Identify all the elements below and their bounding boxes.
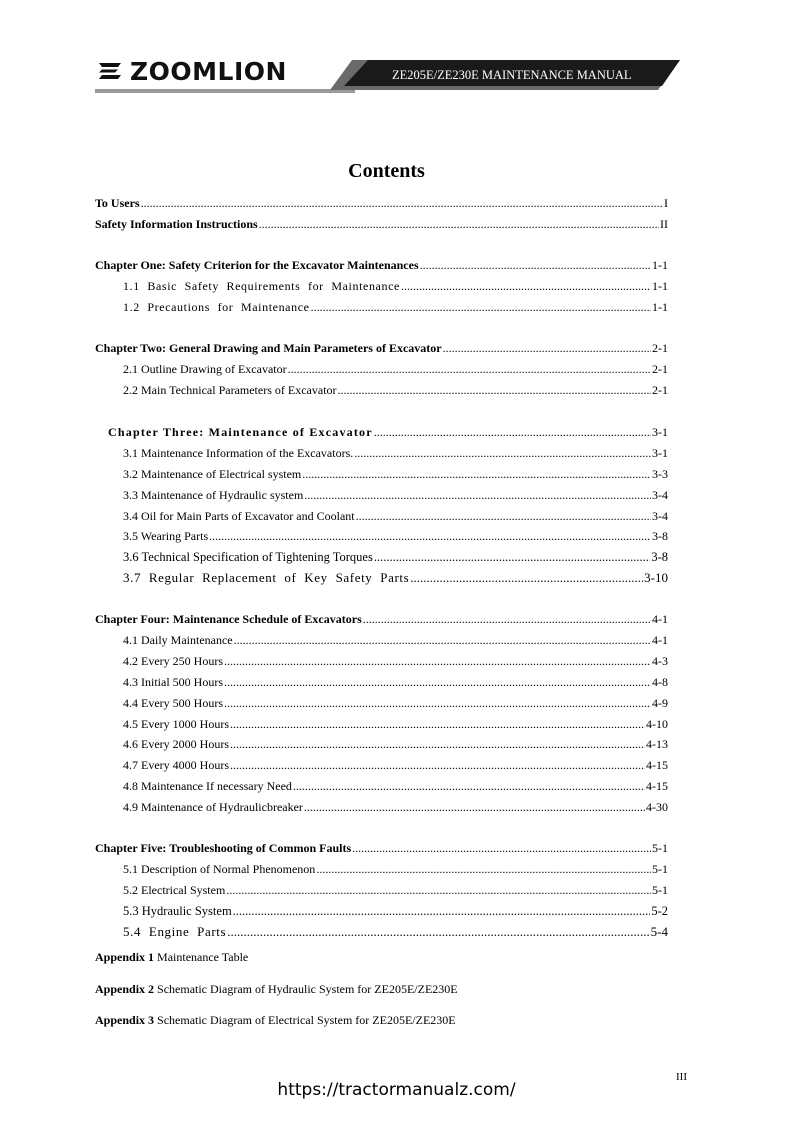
toc-leader: [304, 799, 645, 815]
toc-label: 4.2 Every 250 Hours: [123, 654, 223, 668]
toc-label: 3.1 Maintenance Information of the Excavators.: [123, 446, 354, 460]
toc-leader: [316, 861, 651, 877]
page-number: III: [676, 1071, 687, 1083]
toc-label: 5.3 Hydraulic System: [123, 904, 232, 918]
toc-page: 5-4: [650, 924, 668, 939]
toc-label: Chapter Two: General Drawing and Main Parameters of Excavator: [95, 341, 442, 355]
toc-label: To Users: [95, 196, 140, 210]
toc-leader: [230, 716, 645, 732]
appendix-label: Appendix 3: [95, 1013, 155, 1027]
toc-label: 5.4 Engine Parts: [123, 924, 227, 939]
toc-label: 5.1 Description of Normal Phenomenon: [123, 862, 316, 876]
toc-page: 4-1: [652, 612, 668, 626]
toc-entry[interactable]: [123, 861, 668, 877]
toc-entry[interactable]: [95, 611, 668, 627]
toc-page: 1-1: [652, 300, 668, 314]
toc-label: 4.8 Maintenance If necessary Need: [123, 779, 292, 793]
toc-page: 1-1: [652, 258, 668, 272]
toc-entry[interactable]: [123, 653, 668, 669]
appendix-label: Appendix 2: [95, 982, 155, 996]
toc-entry[interactable]: [123, 570, 668, 586]
toc-label: 3.7 Regular Replacement of Key Safety Parts: [123, 570, 410, 585]
toc-page: 3-4: [652, 488, 668, 502]
toc-page: 3-1: [652, 446, 668, 460]
toc-label: 5.2 Electrical System: [123, 883, 226, 897]
toc-label: 1.2 Precautions for Maintenance: [123, 300, 310, 314]
toc-page: 5-1: [652, 883, 668, 897]
toc-label: 4.7 Every 4000 Hours: [123, 758, 229, 772]
toc-entry[interactable]: [123, 508, 668, 524]
toc-label: 2.1 Outline Drawing of Excavator: [123, 362, 287, 376]
appendix-entry[interactable]: [95, 1013, 456, 1028]
toc-page: 3-3: [652, 467, 668, 481]
toc-leader: [224, 653, 651, 669]
toc-leader: [224, 695, 651, 711]
toc-label: 4.3 Initial 500 Hours: [123, 675, 223, 689]
toc-leader: [304, 487, 651, 503]
appendix-text: Schematic Diagram of Electrical System for ZE205E/ZE230E: [157, 1013, 456, 1027]
toc-page: II: [660, 217, 668, 231]
toc-leader: [233, 903, 651, 919]
toc-page: 5-1: [652, 841, 668, 855]
toc-page: 2-1: [652, 362, 668, 376]
zoomlion-logo: [96, 56, 287, 86]
toc-label: 4.5 Every 1000 Hours: [123, 717, 229, 731]
toc-entry[interactable]: [95, 840, 668, 856]
toc-label: 3.4 Oil for Main Parts of Excavator and Coolant: [123, 509, 355, 523]
toc-label: 3.6 Technical Specification of Tightening Torques: [123, 550, 373, 564]
toc-entry[interactable]: [95, 257, 668, 273]
toc-page: 3-4: [652, 509, 668, 523]
manual-title: ZE205E/ZE230E MAINTENANCE MANUAL: [392, 68, 632, 82]
toc-entry[interactable]: [123, 382, 668, 398]
toc-page: 2-1: [652, 383, 668, 397]
toc-entry[interactable]: [123, 632, 668, 648]
toc-label: 3.2 Maintenance of Electrical system: [123, 467, 302, 481]
toc-page: 1-1: [652, 279, 668, 293]
toc-entry[interactable]: [123, 487, 668, 503]
footer-url[interactable]: https://tractormanualz.com/: [277, 1080, 516, 1100]
toc-leader: [352, 840, 651, 856]
toc-label: 3.5 Wearing Parts: [123, 529, 209, 543]
toc-entry[interactable]: [123, 361, 668, 377]
toc-label: Chapter Three: Maintenance of Excavator: [108, 425, 373, 439]
toc-entry[interactable]: [123, 799, 668, 815]
toc-entry[interactable]: [123, 466, 668, 482]
toc-page: 4-10: [646, 717, 668, 731]
toc-entry[interactable]: [123, 757, 668, 773]
brand-name: ZOOMLION: [130, 56, 287, 86]
toc-label: 3.3 Maintenance of Hydraulic system: [123, 488, 304, 502]
toc-entry[interactable]: [123, 299, 668, 315]
toc-entry[interactable]: [123, 924, 668, 940]
toc-label: 4.9 Maintenance of Hydraulicbreaker: [123, 800, 303, 814]
toc-page: 4-15: [646, 779, 668, 793]
toc-entry[interactable]: [123, 903, 668, 919]
appendix-text: Maintenance Table: [157, 950, 249, 964]
toc-entry[interactable]: [123, 778, 668, 794]
toc-leader: [356, 508, 651, 524]
toc-entry[interactable]: [123, 528, 668, 544]
page-title: Contents: [348, 160, 425, 182]
toc-page: 2-1: [652, 341, 668, 355]
toc-leader: [374, 549, 650, 565]
toc-leader: [259, 216, 659, 232]
toc-leader: [230, 736, 645, 752]
toc-page: 4-30: [646, 800, 668, 814]
toc-page: 5-2: [651, 904, 668, 918]
header-rule: [95, 89, 355, 93]
toc-page: 4-9: [652, 696, 668, 710]
toc-leader: [311, 299, 651, 315]
toc-page: 3-1: [652, 425, 668, 439]
toc-leader: [410, 570, 643, 586]
toc-page: 3-8: [651, 550, 668, 564]
toc-leader: [226, 882, 651, 898]
toc-page: 4-15: [646, 758, 668, 772]
toc-label: 4.1 Daily Maintenance: [123, 633, 233, 647]
toc-label: Safety Information Instructions: [95, 217, 258, 231]
toc-entry[interactable]: [108, 424, 668, 440]
page-header: [0, 0, 793, 100]
toc-leader: [288, 361, 651, 377]
toc-page: I: [664, 196, 668, 210]
toc-label: Chapter Five: Troubleshooting of Common Faults: [95, 841, 352, 855]
toc-label: 1.1 Basic Safety Requirements for Maintenance: [123, 279, 400, 293]
toc-leader: [374, 424, 651, 440]
toc-leader: [338, 382, 651, 398]
toc-leader: [401, 278, 651, 294]
toc-entry[interactable]: [123, 716, 668, 732]
toc-label: Chapter Four: Maintenance Schedule of Excavators: [95, 612, 362, 626]
toc-leader: [293, 778, 645, 794]
toc-leader: [443, 340, 651, 356]
toc-entry[interactable]: [95, 340, 668, 356]
toc-leader: [230, 757, 645, 773]
toc-page: 3-8: [652, 529, 668, 543]
toc-page: 3-10: [644, 570, 668, 585]
toc-entry[interactable]: [123, 278, 668, 294]
toc-entry[interactable]: [123, 549, 668, 565]
appendix-label: Appendix 1: [95, 950, 155, 964]
toc-page: 5-1: [652, 862, 668, 876]
toc-leader: [227, 924, 649, 940]
toc-leader: [354, 445, 651, 461]
toc-label: Chapter One: Safety Criterion for the Excavator Maintenances: [95, 258, 419, 272]
toc-leader: [209, 528, 651, 544]
toc-leader: [363, 611, 651, 627]
toc-leader: [234, 632, 651, 648]
toc-entry[interactable]: [95, 216, 668, 232]
toc-entry[interactable]: [123, 736, 668, 752]
appendix-entry[interactable]: [95, 950, 248, 965]
toc-entry[interactable]: [123, 695, 668, 711]
zoomlion-logo-icon: [96, 60, 124, 82]
toc-page: 4-3: [652, 654, 668, 668]
appendix-text: Schematic Diagram of Hydraulic System for ZE205E/ZE230E: [157, 982, 458, 996]
toc-leader: [420, 257, 651, 273]
toc-entry[interactable]: [123, 674, 668, 690]
toc-label: 4.6 Every 2000 Hours: [123, 737, 229, 751]
toc-leader: [141, 195, 663, 211]
toc-entry[interactable]: [123, 882, 668, 898]
toc-page: 4-8: [652, 675, 668, 689]
toc-leader: [224, 674, 651, 690]
toc-entry[interactable]: [123, 445, 668, 461]
toc-label: 4.4 Every 500 Hours: [123, 696, 223, 710]
toc-leader: [302, 466, 651, 482]
appendix-entry[interactable]: [95, 982, 458, 997]
toc-page: 4-13: [646, 737, 668, 751]
toc-entry[interactable]: [95, 195, 668, 211]
toc-label: 2.2 Main Technical Parameters of Excavator: [123, 383, 337, 397]
toc-page: 4-1: [652, 633, 668, 647]
